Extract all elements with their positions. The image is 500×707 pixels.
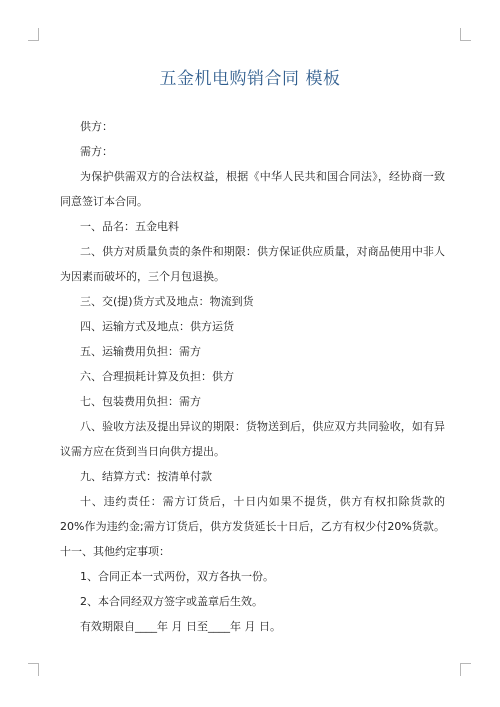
paragraph-clause-10: 十、违约责任：需方订货后，十日内如果不提货，供方有权扣除货款的20%作为违约金;需方订货后，供方发货延长十日后，乙方有权少付20%货款。十一、其他约定事项： (60, 495, 445, 558)
paragraph-clause-8: 八、验收方法及提出异议的期限：货物送到后，供应双方共同验收，如有异议需方应在货到当日向供方提出。 (60, 420, 445, 458)
paragraph-buyer: 需方： (80, 145, 113, 158)
crop-mark-top-right (460, 28, 471, 41)
paragraph-clause-7: 七、包装费用负担：需方 (80, 395, 201, 408)
document-body (60, 114, 445, 639)
crop-mark-top-left (28, 28, 39, 41)
crop-mark-bottom-left (28, 663, 39, 676)
crop-mark-bottom-right (460, 663, 471, 676)
paragraph-clause-9: 九、结算方式：按清单付款 (80, 470, 212, 483)
paragraph-validity: 有效期限自____年 月 日至____年 月 日。 (80, 620, 281, 633)
paragraph-clause-1: 一、品名：五金电料 (80, 220, 179, 233)
paragraph-clause-2: 二、供方对质量负责的条件和期限：供方保证供应质量，对商品使用中非人为因素而破坏的，三个月包退换。 (60, 245, 445, 283)
paragraph-clause-3: 三、交(提)货方式及地点：物流到货 (80, 295, 254, 308)
paragraph-clause-6: 六、合理损耗计算及负担：供方 (80, 370, 234, 383)
paragraph-preamble: 为保护供需双方的合法权益，根据《中华人民共和国合同法》，经协商一致同意签订本合同。 (60, 170, 445, 208)
paragraph-clause-5: 五、运输费用负担：需方 (80, 345, 201, 358)
paragraph-supplier: 供方： (80, 120, 113, 133)
paragraph-item-1: 1、合同正本一式两份，双方各执一份。 (80, 570, 274, 583)
paragraph-item-2: 2、本合同经双方签字或盖章后生效。 (80, 595, 263, 608)
document-title: 五金机电购销合同 模板 (159, 69, 341, 89)
paragraph-clause-4: 四、运输方式及地点：供方运货 (80, 320, 234, 333)
